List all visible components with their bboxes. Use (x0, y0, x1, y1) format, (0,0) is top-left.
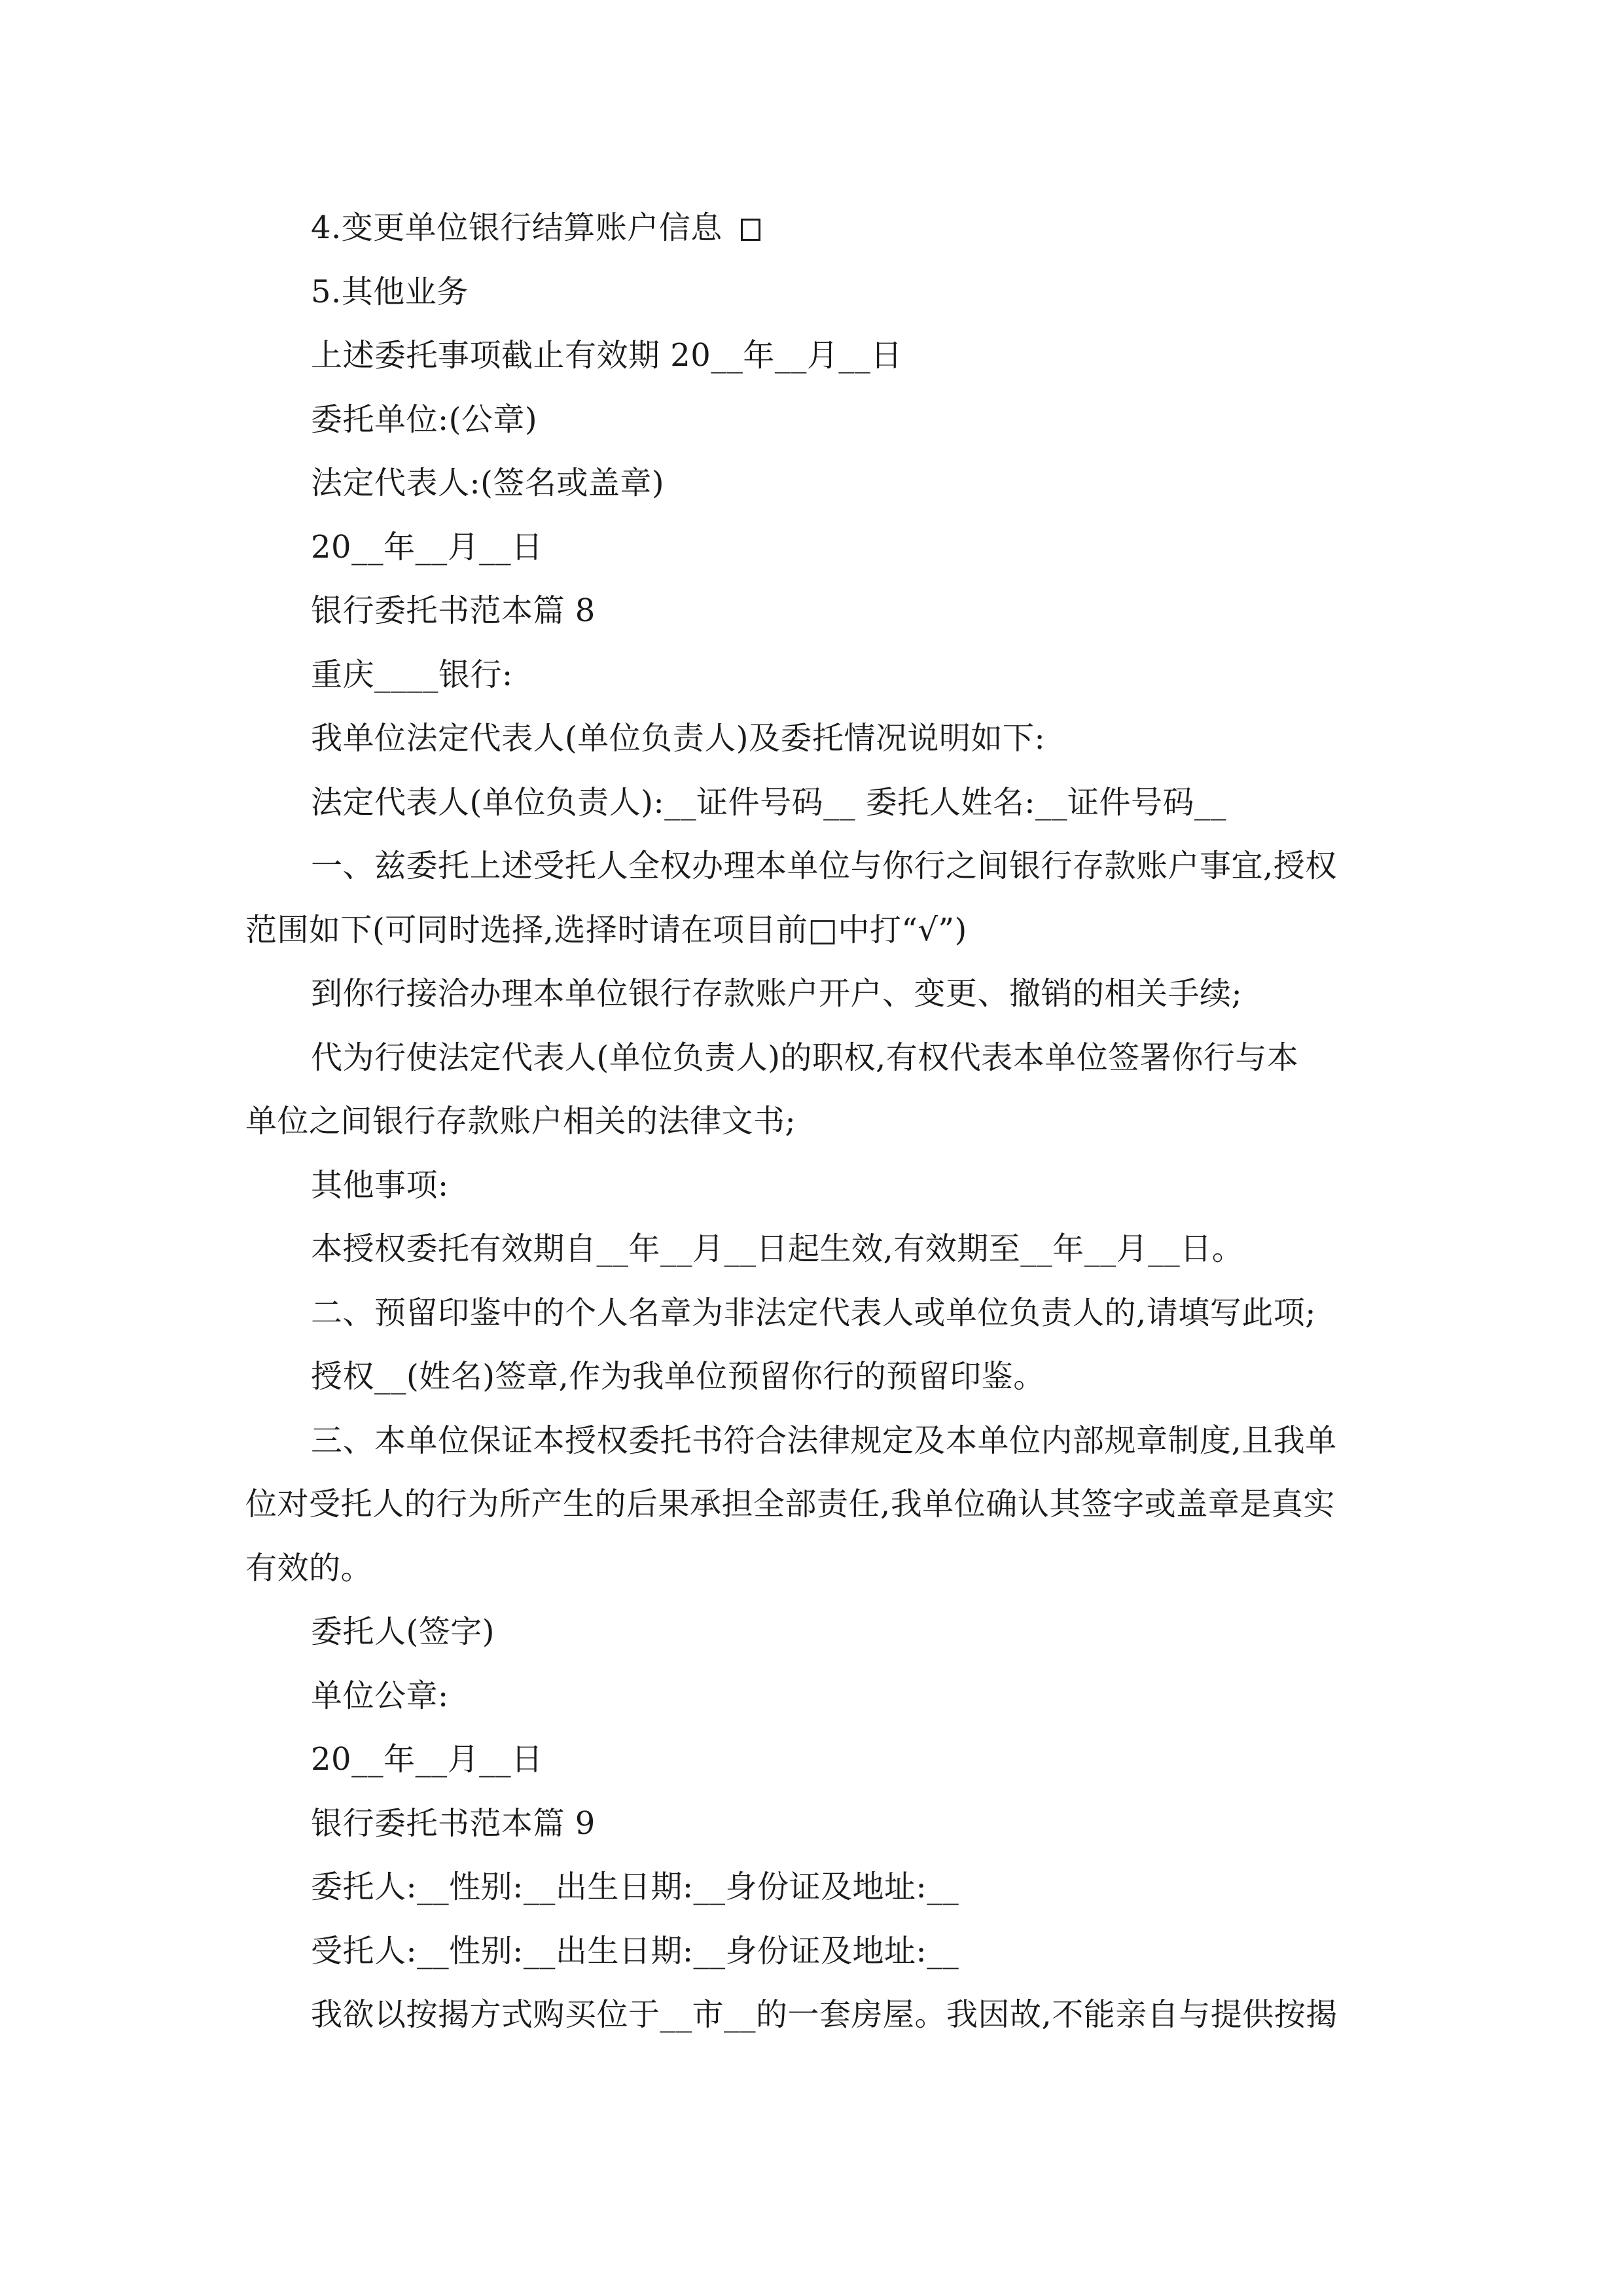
line-text: 银行委托书范本篇 8 (311, 592, 596, 629)
document-body (245, 196, 1387, 2047)
line-text: 本授权委托有效期自__年__月__日起生效,有效期至__年__月__日。 (311, 1230, 1244, 1267)
line-text: 我单位法定代表人(单位负责人)及委托情况说明如下: (311, 720, 1046, 757)
line-text: 20__年__月__日 (311, 528, 543, 565)
text-line (245, 899, 1387, 963)
text-line (245, 1282, 1387, 1346)
line-text: 到你行接洽办理本单位银行存款账户开户、变更、撤销的相关手续; (311, 975, 1243, 1012)
line-text: 4.变更单位银行结算账户信息 (311, 209, 722, 246)
line-text: 其他事项: (311, 1166, 449, 1204)
text-line (245, 324, 1387, 388)
text-line (245, 1537, 1387, 1601)
line-text: 20__年__月__日 (311, 1741, 543, 1778)
line-text: 上述委托事项截止有效期 20__年__月__日 (311, 337, 902, 374)
line-text: 法定代表人(单位负责人):__证件号码__ 委托人姓名:__证件号码__ (311, 783, 1227, 821)
line-text: 单位之间银行存款账户相关的法律文书; (245, 1103, 796, 1139)
line-text: 有效的。 (245, 1549, 373, 1587)
text-line (245, 1217, 1387, 1282)
text-line (245, 707, 1387, 771)
line-text: 银行委托书范本篇 9 (311, 1804, 596, 1842)
text-line (245, 1983, 1387, 2047)
text-line (245, 196, 1387, 260)
line-text: 范围如下(可同时选择,选择时请在项目前□中打“√”) (245, 911, 967, 948)
text-line (245, 1473, 1387, 1537)
line-text: 5.其他业务 (311, 273, 469, 310)
text-line (245, 1026, 1387, 1090)
text-line (245, 1600, 1387, 1664)
text-line (245, 452, 1387, 516)
line-text: 受托人:__性别:__出生日期:__身份证及地址:__ (311, 1932, 959, 1969)
text-line (245, 1090, 1387, 1154)
line-text: 二、预留印鉴中的个人名章为非法定代表人或单位负责人的,请填写此项; (311, 1294, 1316, 1331)
line-text: 位对受托人的行为所产生的后果承担全部责任,我单位确认其签字或盖章是真实 (245, 1486, 1335, 1522)
text-line (245, 771, 1387, 835)
line-text: 代为行使法定代表人(单位负责人)的职权,有权代表本单位签署你行与本 (311, 1039, 1299, 1076)
text-line (245, 1345, 1387, 1409)
line-text: 单位公章: (311, 1677, 449, 1714)
line-text: 我欲以按揭方式购买位于__市__的一套房屋。我因故,不能亲自与提供按揭 (311, 1996, 1338, 2033)
text-line (245, 579, 1387, 643)
line-text: 一、兹委托上述受托人全权办理本单位与你行之间银行存款账户事宜,授权 (311, 848, 1337, 884)
line-text: 重庆____银行: (311, 656, 513, 693)
line-text: 三、本单位保证本授权委托书符合法律规定及本单位内部规章制度,且我单 (311, 1422, 1337, 1459)
text-line (245, 260, 1387, 325)
text-line (245, 388, 1387, 452)
text-line (245, 516, 1387, 580)
text-line (245, 1920, 1387, 1984)
line-text: 委托人:__性别:__出生日期:__身份证及地址:__ (311, 1869, 959, 1905)
text-line (245, 643, 1387, 708)
text-line (245, 1409, 1387, 1473)
line-text: 委托人(签字) (311, 1613, 495, 1650)
text-line (245, 1856, 1387, 1920)
text-line (245, 834, 1387, 899)
text-line (245, 1728, 1387, 1792)
text-line (245, 1664, 1387, 1729)
checkbox[interactable] (741, 219, 760, 241)
text-line (245, 1792, 1387, 1856)
text-line (245, 1154, 1387, 1218)
line-text: 法定代表人:(签名或盖章) (311, 465, 665, 501)
line-text: 委托单位:(公章) (311, 401, 538, 438)
text-line (245, 962, 1387, 1026)
line-text: 授权__(姓名)签章,作为我单位预留你行的预留印鉴。 (311, 1358, 1045, 1395)
